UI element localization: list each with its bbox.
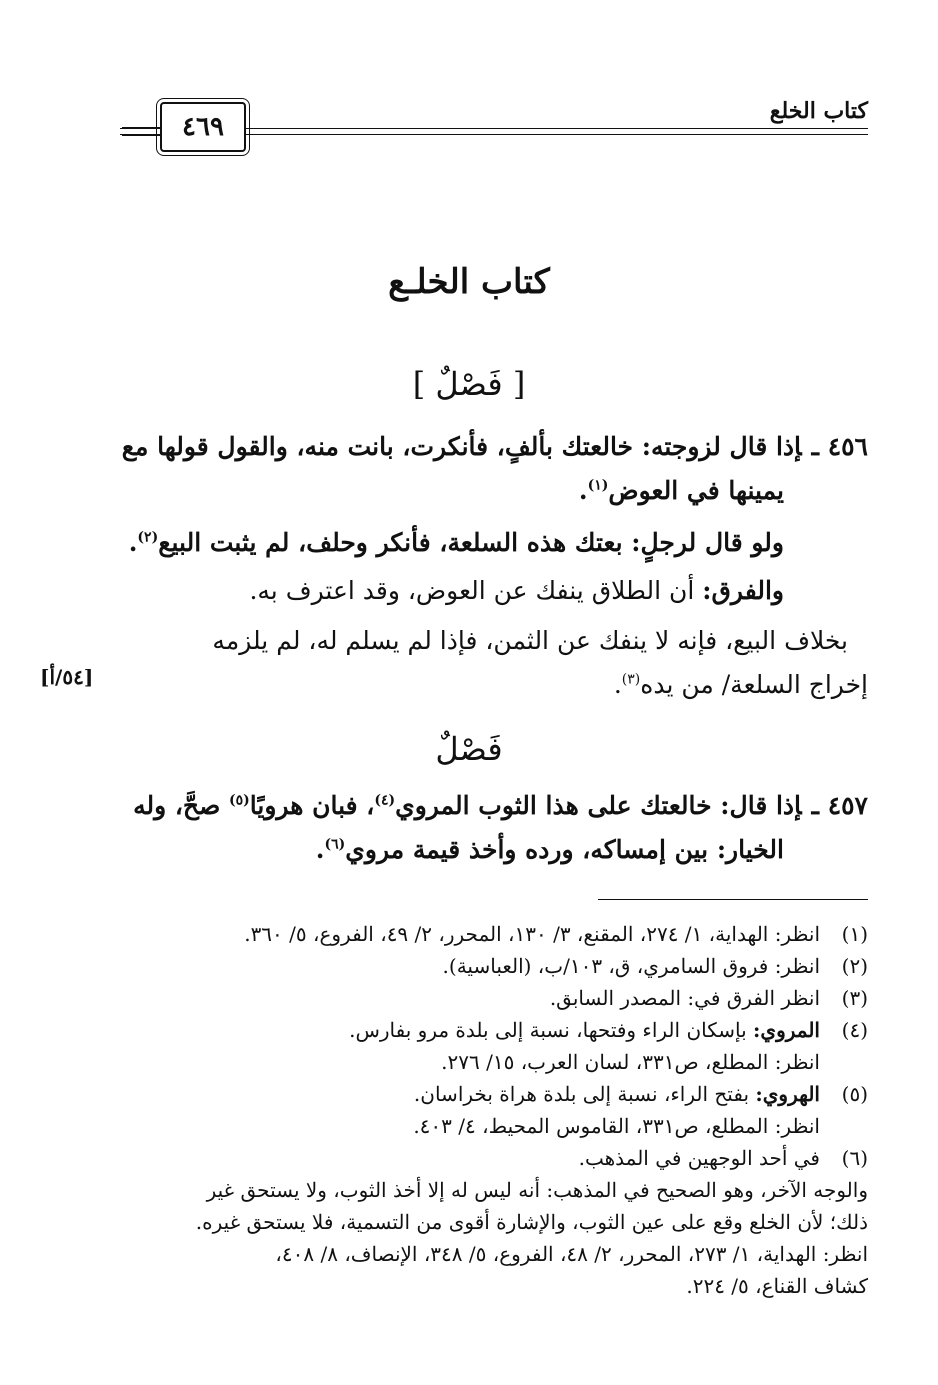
difference-label: والفرق: xyxy=(702,576,784,605)
punctuation: . xyxy=(578,476,588,505)
footnote-text: بإسكان الراء وفتحها، نسبة إلى بلدة مرو بفارس. xyxy=(349,1018,754,1042)
footnote-6-line: كشاف القناع، ٥/ ٢٢٤. xyxy=(686,1274,868,1298)
footnote-text: في أحد الوجهين في المذهب. xyxy=(578,1146,820,1170)
text-line: ولو قال لرجلٍ: بعتك هذه السلعة، فأنكر وحلف، لم يثبت البيع xyxy=(158,528,784,557)
footnotes xyxy=(118,918,868,1302)
footnote-term: الهروي: xyxy=(755,1082,820,1106)
footnote-label: (١) xyxy=(841,922,868,946)
footnote-separator xyxy=(598,899,868,900)
footnote-2 xyxy=(118,950,868,982)
text-line: إخراج السلعة/ من يده xyxy=(640,670,868,699)
header-rule-left xyxy=(122,127,162,136)
footnote-mark: (٥) xyxy=(229,792,250,809)
footnote-text: انظر: فروق السامري، ق، ١٠٣/ب، (العباسية). xyxy=(442,954,820,978)
footnote-text: انظر الفرق في: المصدر السابق. xyxy=(549,986,820,1010)
section-heading-2: فَصْلٌ xyxy=(435,730,503,768)
footnote-6-line: ذلك؛ لأن الخلع وقع على عين الثوب، والإشارة أقوى من التسمية، فلا يستحق غيره. xyxy=(195,1210,868,1234)
footnote-label: (٢) xyxy=(841,954,868,978)
footnote-term: المروي: xyxy=(753,1018,820,1042)
text-line: يمينها في العوض xyxy=(608,476,784,505)
chapter-title: كتاب الخلـع xyxy=(388,262,550,302)
footnote-mark: (٦) xyxy=(324,836,346,853)
footnote-6 xyxy=(118,1142,868,1174)
section-heading-1: [ فَصْلٌ ] xyxy=(412,365,526,403)
footnote-mark: (٤) xyxy=(374,792,396,809)
punctuation: . xyxy=(128,528,138,557)
footnote-5 xyxy=(118,1078,868,1110)
footnote-label: (٣) xyxy=(841,986,868,1010)
footnote-label: (٥) xyxy=(841,1082,868,1106)
footnote-6-line: انظر: الهداية، ١/ ٢٧٣، المحرر، ٢/ ٤٨، الفروع، ٥/ ٣٤٨، الإنصاف، ٨/ ٤٠٨، xyxy=(275,1242,868,1266)
running-title: كتاب الخلع xyxy=(769,98,868,124)
punctuation: . xyxy=(613,670,622,699)
footnote-label: (٦) xyxy=(841,1146,868,1170)
text-line: إذا قال لزوجته: خالعتك بألفٍ، فأنكرت، بانت منه، والقول قولها مع xyxy=(121,432,802,461)
paragraph-number: ٤٥٦ ـ xyxy=(811,432,868,461)
manuscript-folio-note: [٥٤/أ] xyxy=(40,665,94,689)
footnote-6-line: والوجه الآخر، وهو الصحيح في المذهب: أنه ليس له إلا أخذ الثوب، ولا يستحق غير xyxy=(206,1178,868,1202)
footnote-mark: (٢) xyxy=(137,529,159,546)
punctuation: . xyxy=(315,835,325,864)
text-line: الخيار: بين إمساكه، ورده وأخذ قيمة مروي xyxy=(345,835,784,864)
text-line: بخلاف البيع، فإنه لا ينفك عن الثمن، فإذا لم يسلم له، لم يلزمه xyxy=(212,626,848,655)
paragraph-457 xyxy=(118,784,868,872)
footnote-mark: (١) xyxy=(587,477,609,494)
footnote-mark: (٣) xyxy=(621,671,641,688)
text-line: ، فبان هرويًا xyxy=(249,791,375,820)
footnote-label: (٤) xyxy=(841,1018,868,1042)
footnote-3 xyxy=(118,982,868,1014)
text-line: أن الطلاق ينفك عن العوض، وقد اعترف به. xyxy=(249,576,695,605)
text-line: صحَّ، وله xyxy=(133,791,229,820)
footnote-5-ref: انظر: المطلع، ص٣٣١، القاموس المحيط، ٤/ ٤٠٣. xyxy=(413,1114,820,1138)
paragraph-number: ٤٥٧ ـ xyxy=(811,791,868,820)
footnote-4 xyxy=(118,1014,868,1046)
page-number: ٤٦٩ xyxy=(160,102,246,152)
text-line: إذا قال: خالعتك على هذا الثوب المروي xyxy=(395,791,802,820)
footnote-1 xyxy=(118,918,868,950)
footnote-text: انظر: الهداية، ١/ ٢٧٤، المقنع، ٣/ ١٣٠، المحرر، ٢/ ٤٩، الفروع، ٥/ ٣٦٠. xyxy=(244,922,820,946)
paragraph-456 xyxy=(118,425,868,707)
footnote-text: بفتح الراء، نسبة إلى بلدة هراة بخراسان. xyxy=(413,1082,756,1106)
footnote-4-ref: انظر: المطلع، ص٣٣١، لسان العرب، ١٥/ ٢٧٦. xyxy=(441,1050,820,1074)
